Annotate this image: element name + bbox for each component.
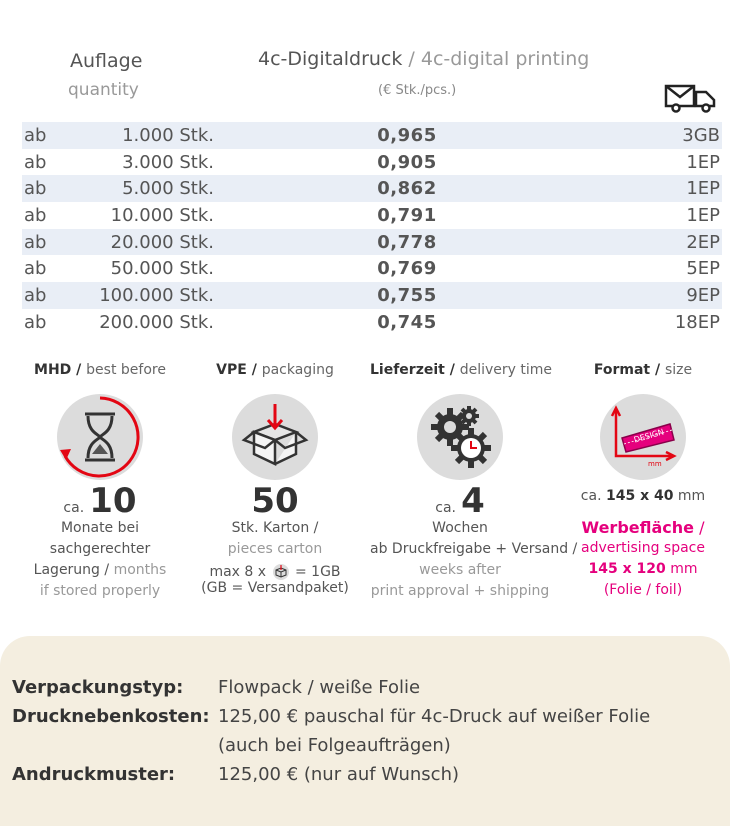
delivery-value-line (370, 481, 550, 521)
row-shipping: 18EP (674, 311, 720, 333)
box-icon (232, 394, 318, 480)
row-price: 0,905 (377, 151, 437, 173)
delivery-ca: ca. (435, 500, 456, 516)
delivery-value: 4 (461, 481, 485, 521)
detail-label: Drucknebenkosten: (12, 706, 210, 727)
print-header-sep: / (402, 48, 421, 70)
small-box-icon (271, 564, 291, 580)
delivery-truck-icon (664, 83, 718, 113)
format-design-icon (600, 394, 686, 480)
print-header-de: 4c-Digitaldruck (258, 48, 403, 70)
row-quantity: 50.000 Stk. (110, 258, 214, 280)
format-column (553, 362, 730, 601)
price-unit: (€ Stk./pcs.) (378, 83, 457, 98)
mhd-column (10, 362, 190, 602)
row-shipping: 9EP (600, 282, 722, 309)
row-prefix: ab (22, 122, 64, 149)
row-price: 0,745 (377, 311, 437, 333)
row-shipping: 1EP (686, 151, 720, 173)
detail-label: Verpackungstyp: (12, 677, 184, 698)
details-panel (0, 636, 730, 826)
vpe-text: Stk. Karton / pieces carton max 8 x = 1GB (GB = Versandpaket) (201, 520, 349, 596)
row-prefix: ab (22, 175, 64, 202)
row-price: 0,755 (214, 282, 600, 309)
delivery-title: Lieferzeit / delivery time (370, 362, 553, 378)
table-row (22, 202, 722, 229)
row-prefix: ab (22, 229, 64, 256)
row-shipping: 1EP (686, 204, 720, 226)
row-quantity: 100.000 Stk. (64, 282, 214, 309)
quantity-header-en: quantity (68, 80, 139, 100)
delivery-text: Wochen ab Druckfreigabe + Versand / weeks after print approval + shipping (370, 520, 578, 599)
detail-value: 125,00 € pauschal für 4c-Druck auf weißer Folie (218, 706, 651, 727)
row-price: 0,791 (377, 204, 437, 226)
mhd-title: MHD / best before (34, 362, 166, 378)
format-icon-unit: mm (648, 460, 662, 468)
vpe-title: VPE / packaging (216, 362, 334, 378)
row-price: 0,965 (214, 122, 600, 149)
table-row (22, 122, 722, 149)
table-row (22, 309, 722, 336)
detail-label: Andruckmuster: (12, 764, 176, 785)
detail-value: Flowpack / weiße Folie (218, 677, 421, 698)
price-table (22, 122, 722, 336)
row-shipping: 1EP (600, 175, 722, 202)
format-ad-space: Werbefläche / advertising space 145 x 120 mm (Folie / foil) (581, 518, 705, 598)
row-quantity: 1.000 Stk. (64, 122, 214, 149)
row-quantity: 10.000 Stk. (110, 204, 214, 226)
mhd-ca: ca. (63, 500, 85, 516)
row-price: 0,778 (214, 229, 600, 256)
delivery-column (370, 362, 578, 602)
row-prefix: ab (24, 204, 47, 226)
mhd-value: 10 (89, 481, 137, 521)
table-row (22, 149, 722, 176)
row-shipping: 2EP (600, 229, 722, 256)
row-quantity: 20.000 Stk. (64, 229, 214, 256)
row-prefix: ab (24, 151, 47, 173)
mhd-text: Monate bei sachgerechter Lagerung / months if stored properly (33, 520, 167, 599)
gears-clock-icon (417, 394, 503, 480)
print-header-en: 4c-digital printing (420, 48, 590, 70)
row-price: 0,769 (377, 258, 437, 280)
table-row (22, 255, 722, 282)
mhd-value-line (10, 481, 190, 521)
vpe-value: 50 (251, 481, 299, 521)
row-shipping: 5EP (686, 258, 720, 280)
row-quantity: 200.000 Stk. (99, 311, 214, 333)
format-size: ca. 145 x 40 mm (580, 488, 706, 504)
row-prefix: ab (22, 282, 64, 309)
hourglass-icon (57, 394, 143, 480)
detail-value: 125,00 € (nur auf Wunsch) (218, 764, 460, 785)
table-row (22, 229, 722, 256)
print-header (258, 48, 589, 70)
quantity-header: Auflage (70, 50, 143, 72)
format-icon-text: DESIGN (632, 427, 665, 445)
table-row (22, 282, 722, 309)
table-row (22, 175, 722, 202)
row-price: 0,862 (214, 175, 600, 202)
format-title: Format / size (593, 362, 693, 378)
row-prefix: ab (24, 311, 47, 333)
vpe-column (185, 362, 365, 596)
row-quantity: 5.000 Stk. (64, 175, 214, 202)
row-shipping: 3GB (600, 122, 722, 149)
detail-value-continued: (auch bei Folgeaufträgen) (218, 735, 451, 756)
row-quantity: 3.000 Stk. (122, 151, 214, 173)
row-prefix: ab (24, 258, 47, 280)
